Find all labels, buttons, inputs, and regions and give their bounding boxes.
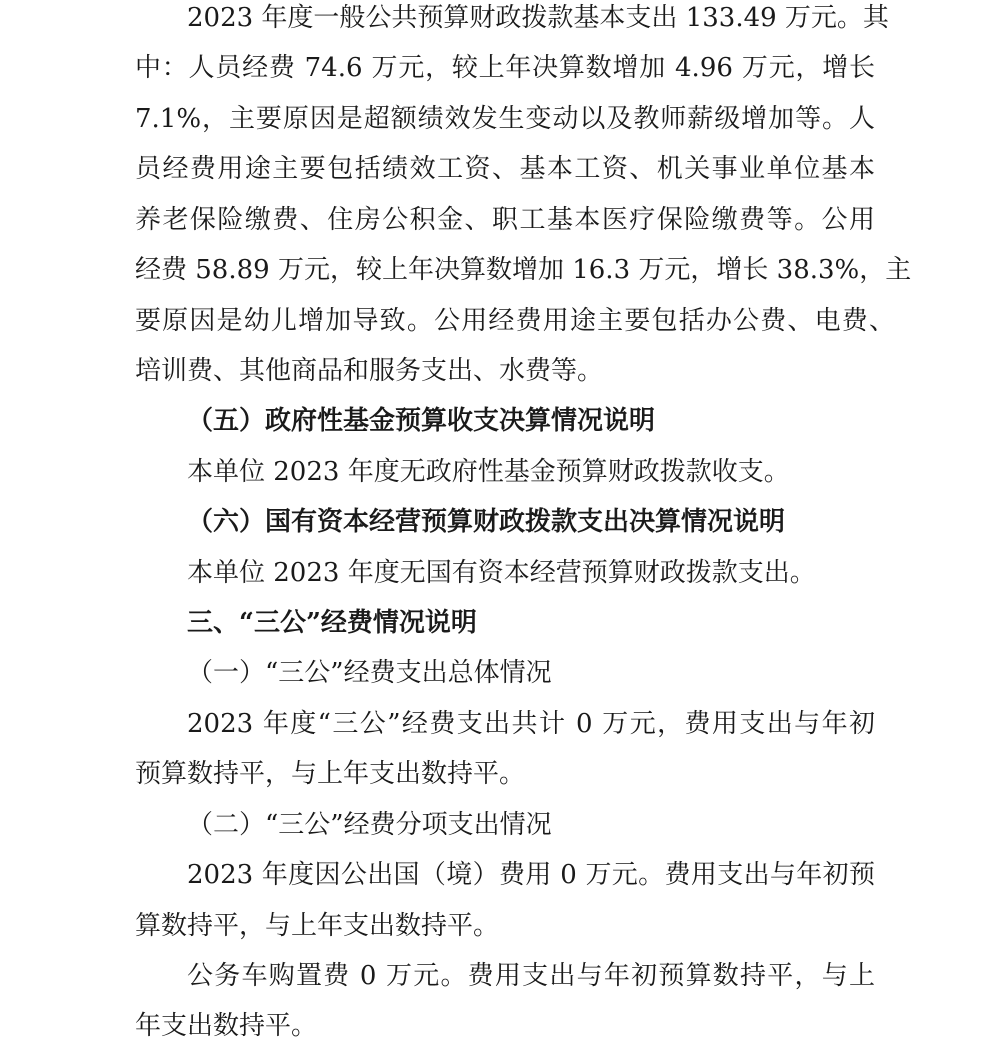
text-line: 本单位 2023 年度无政府性基金预算财政拨款收支。 bbox=[187, 457, 790, 487]
subheading-two: （二）“三公”经费分项支出情况 bbox=[187, 810, 552, 840]
text-line: 年支出数持平。 bbox=[135, 1011, 318, 1041]
text-line: 2023 年度一般公共预算财政拨款基本支出 133.49 万元。其 bbox=[187, 3, 889, 33]
text-line: 算数持平，与上年支出数持平。 bbox=[135, 911, 500, 941]
text-line: 经费 58.89 万元，较上年决算数增加 16.3 万元，增长 38.3%，主 bbox=[135, 255, 912, 285]
text-line: 2023 年度“三公”经费支出共计 0 万元，费用支出与年初 bbox=[187, 709, 875, 739]
section-heading-six: （六）国有资本经营预算财政拨款支出决算情况说明 bbox=[187, 507, 786, 537]
text-line: 培训费、其他商品和服务支出、水费等。 bbox=[135, 356, 604, 386]
section-heading-five: （五）政府性基金预算收支决算情况说明 bbox=[187, 406, 656, 436]
text-line: 2023 年度因公出国（境）费用 0 万元。费用支出与年初预 bbox=[187, 860, 875, 890]
text-line: 7.1%，主要原因是超额绩效发生变动以及教师薪级增加等。人 bbox=[135, 104, 875, 134]
text-line: 要原因是幼儿增加导致。公用经费用途主要包括办公费、电费、 bbox=[135, 306, 895, 336]
section-heading-three: 三、“三公”经费情况说明 bbox=[187, 608, 477, 638]
text-line: 预算数持平，与上年支出数持平。 bbox=[135, 759, 526, 789]
text-line: 员经费用途主要包括绩效工资、基本工资、机关事业单位基本 bbox=[135, 154, 875, 184]
text-line: 养老保险缴费、住房公积金、职工基本医疗保险缴费等。公用 bbox=[135, 205, 875, 235]
subheading-one: （一）“三公”经费支出总体情况 bbox=[187, 658, 552, 688]
text-line: 中：人员经费 74.6 万元，较上年决算数增加 4.96 万元，增长 bbox=[135, 53, 875, 83]
text-line: 公务车购置费 0 万元。费用支出与年初预算数持平，与上 bbox=[187, 961, 875, 991]
text-line: 本单位 2023 年度无国有资本经营预算财政拨款支出。 bbox=[187, 558, 816, 588]
